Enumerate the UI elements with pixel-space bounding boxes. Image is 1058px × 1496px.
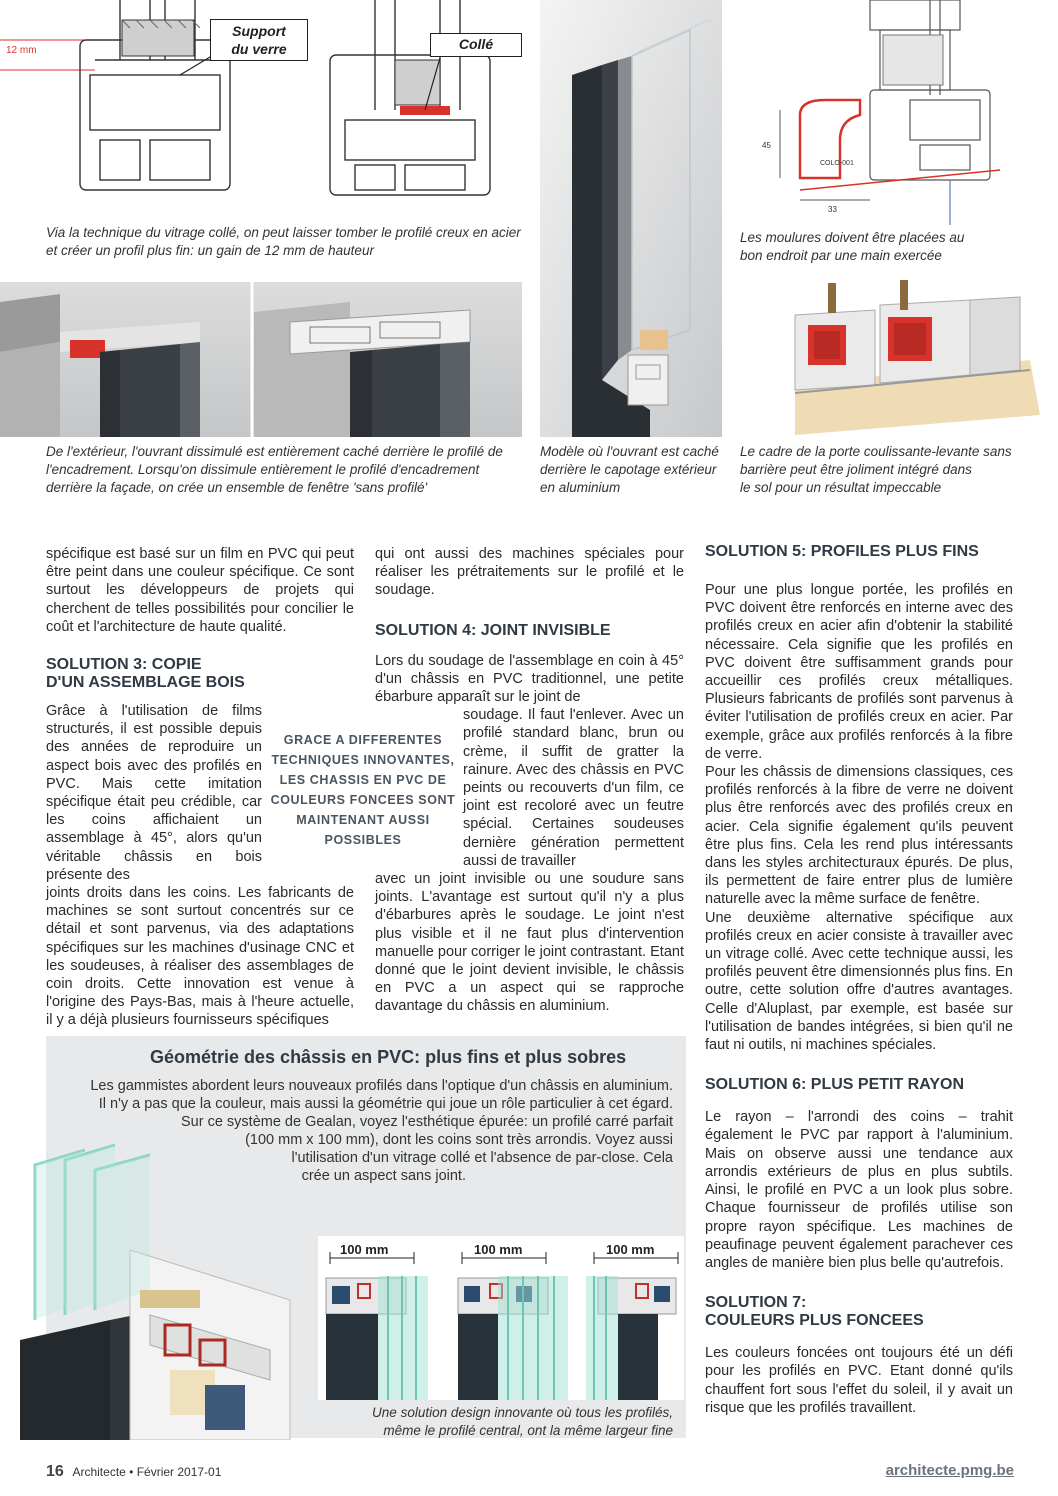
dimension-12mm-label: 12 mm xyxy=(6,45,37,56)
moulding-technical-drawing xyxy=(740,0,1058,225)
dimension-label-3: 100 mm xyxy=(606,1242,655,1257)
solution7-heading: SOLUTION 7: COULEURS PLUS FONCEES xyxy=(705,1294,924,1330)
solution5-paragraph-3: Une deuxième alternative spécifique aux profilés creux en acier consiste à travailler avec un vitrage collé. Avec cette technique aussi, les profilés peuvent être dimensionnés plus fins. En outre, cette solution offre d'autres avantages. Celle d'Aluplast, par exemple, est basée sur l'utilisation de bandes intégrées, si bien qu'il ne faut ni outils, ni machines spéciales. xyxy=(705,909,1013,1054)
dimension-45-label: 45 xyxy=(762,141,771,150)
column1-intro: spécifique est basé sur un film en PVC qui peut être peint dans une couleur spécifique. Ce sont surtout les développeurs de projets qui cherchent de telles possibilités pour concilier le coût et l'architecture de haute qualité. xyxy=(46,546,354,635)
geometry-box-title: Géométrie des châssis en PVC: plus fins et plus sobres xyxy=(150,1047,627,1067)
colo-profile-label: COLO-001 xyxy=(820,160,854,167)
support-du-verre-label: Support du verre xyxy=(210,19,308,61)
solution5-paragraph-2: Pour les châssis de dimensions classiques, ces profilés renforcés à la fibre de verre ne doivent plus être renforcés avec des profilés creux en acier. Cela signifie également qu'ils peuvent être plus fins. Cela les rend plus intéressants dans les styles architecturaux épurés. De plus, ils permettent de faire entrer plus de lumière naturelle avec la même surface de fenêtre. xyxy=(705,764,1013,908)
solution6-heading: SOLUTION 6: PLUS PETIT RAYON xyxy=(705,1076,964,1094)
aluminium-cap-caption: Modèle où l'ouvrant est caché derrière le capotage extérieur en aluminium xyxy=(540,444,719,495)
page-number: 16 xyxy=(46,1463,64,1480)
sections-caption: Une solution design innovante où tous les profilés, même le profilé central, ont la même largeur fine xyxy=(372,1405,673,1438)
pull-quote: GRACE A DIFFERENTES TECHNIQUES INNOVANTES, LES CHASSIS EN PVC DE COULEURS FONCEES SONT MAINTENANT AUSSI POSSIBLES xyxy=(270,733,456,847)
hidden-sash-render xyxy=(0,282,522,437)
geometry-box-text: Les gammistes abordent leurs nouveaux profilés dans l'optique d'un châssis en aluminium. Il n'y a pas que la couleur, mais aussi la géométrie qui joue un rôle particulier à cet égard. Sur ce système de Gealan, voyez l'esthétique épurée: un profilé carré parfait (100 mm x 100 mm), dont les coins sont très arrondis. Voyez aussi l'utilisation d'un vitrage collé et l'absence de par-close. Cela crée un aspect sans joint. xyxy=(90,1078,673,1184)
solution4-text-narrow: soudage. Il faut l'enlever. Avec un profilé standard blanc, brun ou crème, il suffit de gratter la rainure. Avec des châssis en PVC peints ou recouverts d'un film, ce joint est recoloré avec un feutre spécial. Certaines soudeuses dernière génération permettent aussi de travailler xyxy=(463,707,684,869)
solution4-text-top: Lors du soudage de l'assemblage en coin à 45° d'un châssis en PVC traditionnel, une petite ébarbure apparaît sur le joint de xyxy=(375,652,684,706)
sliding-door-render xyxy=(740,275,1058,437)
dimension-label-2: 100 mm xyxy=(474,1242,523,1257)
magazine-issue: Architecte • Février 2017-01 xyxy=(72,1465,222,1479)
column-2 xyxy=(375,545,684,1016)
aluminium-cap-photo xyxy=(540,0,722,437)
gealan-profile-cutaway xyxy=(0,1140,310,1440)
solution6-text: Le rayon – l'arrondi des coins – trahit également le PVC par rapport à l'aluminium. Mais on observe aussi une tendance aux arrondis extérieurs de plus en plus subtils. Ainsi, le profilé en PVC a un look plus sobre. Chaque fournisseur de profilés utilise son propre rayon spécifique. Les machines de peaufinage peuvent également parachever ces angles de manière bien plus belle qu'autrefois. xyxy=(705,1109,1013,1271)
solution4-text-wide: avec un joint invisible ou une soudure sans joints. L'avantage est surtout qu'il n'y a plus d'ébarbures après le soudage. Le joint n'est plus visible et il ne faut plus d'intervention manuelle pour corriger le joint contrastant. Etant donné que le joint devient invisible, le châssis en PVC a un aspect qui se rapproche davantage du châssis en aluminium. xyxy=(375,871,684,1015)
solution3-text-narrow: Grâce à l'utilisation de films structurés, il est possible depuis des années de reproduire un aspect bois avec des profilés en PVC. Mais cette imitation spécifique était peu crédible, car les coins affichaient un assemblage à 45°, alors qu'un véritable châssis en bois présente des xyxy=(46,703,262,883)
solution5-paragraph-1: Pour une plus longue portée, les profilés en PVC doivent être renforcés en interne avec des profilés creux en acier afin d'obtenir la stabilité nécessaire. Cela signifie que les profilés en PVC doivent être suffisamment grands pour accueillir ces profilés creux métalliques. Plusieurs fabricants de profilés sont parvenus à éviter l'utilisation de profilés creux en acier. Par exemple, grâce aux profilés renforcés à la fibre de verre. xyxy=(705,582,1013,762)
glazing-technical-drawing xyxy=(0,0,530,215)
column2-intro: qui ont aussi des machines spéciales pour réaliser les prétraitements sur le profilé et le soudage. xyxy=(375,546,684,599)
glazing-caption: Via la technique du vitrage collé, on peut laisser tomber le profilé creux en acier et créer un profil plus fin: un gain de 12 mm de hauteur xyxy=(46,225,521,258)
sliding-door-caption: Le cadre de la porte coulissante-levante sans barrière peut être joliment intégré dans le sol pour un résultat impeccable xyxy=(740,444,1012,495)
moulding-caption: Les moulures doivent être placées au bon endroit par une main exercée xyxy=(740,230,965,263)
colle-label: Collé xyxy=(430,33,522,57)
dimension-label-1: 100 mm xyxy=(340,1242,389,1257)
hidden-sash-caption: De l'extérieur, l'ouvrant dissimulé est entièrement caché derrière le profilé de l'encadrement. Lorsqu'on dissimule entièrement le profilé d'encadrement derrière la façade, on crée un ensemble de fenêtre 'sans profilé' xyxy=(46,444,503,495)
solution7-text: Les couleurs foncées ont toujours été un défi pour les profilés en PVC. Etant donné qu'ils chauffent fort sous l'effet du soleil, il y avait un risque que les profilés travaillent. xyxy=(705,1345,1013,1416)
solution3-text-wide: joints droits dans les coins. Les fabricants de machines se sont surtout concentrés sur ce détail et sont parvenus, via des adaptations spécifiques sur les machines d'usinage CNC et les soudeuses, à réaliser des assemblages de coin droits. Cette innovation est venue à l'origine des Pays-Bas, mais à l'heure actuelle, il y a déjà plusieurs fournisseurs spécifiques xyxy=(46,885,354,1029)
profile-sections-comparison xyxy=(318,1236,684,1400)
column-3 xyxy=(705,543,1013,1417)
website-link[interactable]: architecte.pmg.be xyxy=(885,1462,1014,1479)
solution5-heading: SOLUTION 5: PROFILES PLUS FINS xyxy=(705,543,979,560)
dimension-33-label: 33 xyxy=(828,205,837,214)
footer-issue xyxy=(46,1463,221,1481)
solution3-heading: SOLUTION 3: COPIE D'UN ASSEMBLAGE BOIS xyxy=(46,656,245,692)
solution4-heading: SOLUTION 4: JOINT INVISIBLE xyxy=(375,621,611,639)
